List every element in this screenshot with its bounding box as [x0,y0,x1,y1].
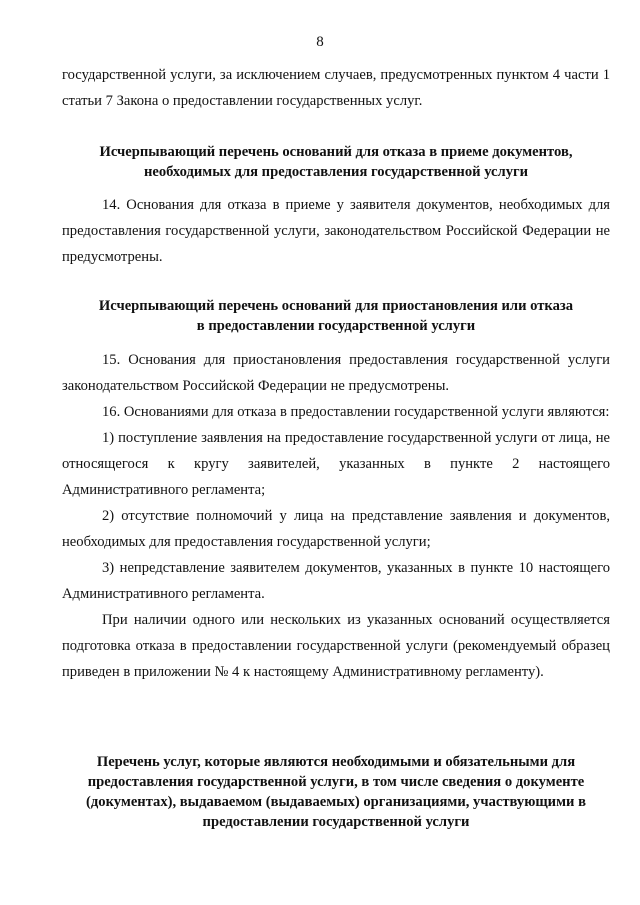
heading-line: в предоставлении государственной услуги [196,318,476,334]
heading-line: Перечень услуг, которые являются необходимыми и обязательными для [96,754,576,770]
heading-refusal-documents [62,142,610,182]
heading-line: необходимых для предоставления государственной услуги [143,164,529,180]
section-14-block [62,192,610,270]
page-number: 8 [316,34,324,50]
list-item-2: 2) отсутствие полномочий у лица на представление заявления и документов, необходимых для предоставления государственной услуги; [62,508,610,550]
heading-line: предоставления государственной услуги, в том числе сведения о документе [87,774,585,790]
heading-line: предоставлении государственной услуги [202,814,470,830]
intro-paragraph: государственной услуги, за исключением случаев, предусмотренных пунктом 4 части 1 статьи 7 Закона о предоставлении государственных услуг. [62,67,610,109]
heading-line: Исчерпывающий перечень оснований для отказа в приеме документов, [99,144,573,160]
intro-block [62,62,610,114]
paragraph-14: 14. Основания для отказа в приеме у заявителя документов, необходимых для предоставления государственной услуги, законодательством Российской Федерации не предусмотрены. [62,197,610,265]
heading-suspension-refusal [62,296,610,336]
closing-paragraph: При наличии одного или нескольких из указанных оснований осуществляется подготовка отказа в предоставлении государственной услуги (рекомендуемый образец приведен в приложении № 4 к настоящему Административному регламенту). [62,612,610,680]
list-item-3: 3) непредставление заявителем документов, указанных в пункте 10 настоящего Административного регламента. [62,560,610,602]
paragraph-16: 16. Основаниями для отказа в предоставлении государственной услуги являются: [102,404,610,420]
section-15-16-block [62,347,610,685]
list-item-1: 1) поступление заявления на предоставление государственной услуги от лица, не относящегося к кругу заявителей, указанных в пункте 2 настоящего Административного регламента; [62,430,610,498]
heading-required-services [62,752,610,832]
heading-line: (документах), выдаваемом (выдаваемых) организациями, участвующими в [86,794,586,810]
heading-line: Исчерпывающий перечень оснований для приостановления или отказа [98,298,574,314]
paragraph-15: 15. Основания для приостановления предоставления государственной услуги законодательством Российской Федерации не предусмотрены. [62,352,610,394]
